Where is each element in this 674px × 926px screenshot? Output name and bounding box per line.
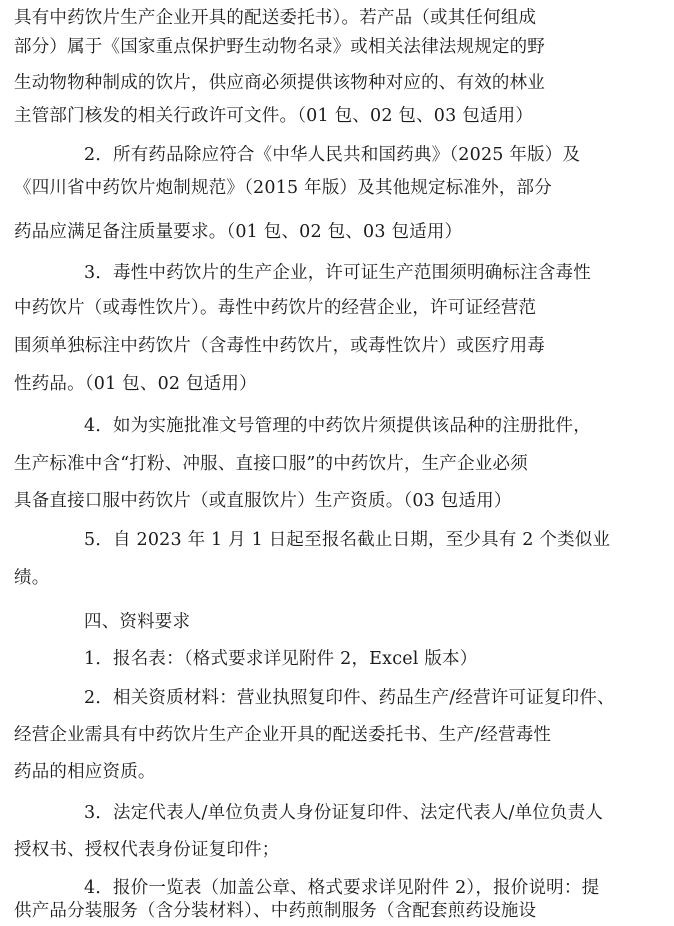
section-heading: 四、资料要求 [84, 612, 191, 632]
text-line: 供产品分装服务（含分装材料）、中药煎制服务（含配套煎药设施设 [14, 901, 537, 921]
paragraph-first-line: 2．相关资质材料：营业执照复印件、药品生产/经营许可证复印件、 [84, 688, 615, 708]
paragraph-first-line: 1．报名表：（格式要求详见附件 2，Excel 版本） [84, 649, 478, 669]
text-line: 生产标准中含“打粉、冲服、直接口服”的中药饮片，生产企业必须 [14, 454, 528, 474]
text-line: 《四川省中药饮片炮制规范》（2015 年版）及其他规定标准外，部分 [14, 178, 552, 198]
text-line: 药品的相应资质。 [14, 762, 156, 782]
paragraph-first-line: 5．自 2023 年 1 月 1 日起至报名截止日期，至少具有 2 个类似业 [84, 530, 611, 550]
text-line: 具备直接口服中药饮片（或直服饮片）生产资质。（03 包适用） [14, 491, 512, 511]
text-line: 生动物物种制成的饮片，供应商必须提供该物种对应的、有效的林业 [14, 73, 545, 93]
paragraph-first-line: 4．如为实施批准文号管理的中药饮片须提供该品种的注册批件， [84, 416, 591, 436]
paragraph-first-line: 3．毒性中药饮片的生产企业，许可证生产范围须明确标注含毒性 [84, 263, 591, 283]
text-line: 药品应满足备注质量要求。（01 包、02 包、03 包适用） [14, 222, 463, 242]
text-line: 绩。 [14, 568, 50, 588]
text-line: 部分）属于《国家重点保护野生动物名录》或相关法律法规规定的野 [14, 37, 545, 57]
text-line: 授权书、授权代表身份证复印件； [14, 840, 280, 860]
text-line: 性药品。（01 包、02 包适用） [14, 374, 257, 394]
paragraph-first-line: 3．法定代表人/单位负责人身份证复印件、法定代表人/单位负责人 [84, 803, 604, 823]
text-line: 经营企业需具有中药饮片生产企业开具的配送委托书、生产/经营毒性 [14, 725, 552, 745]
text-line: 围须单独标注中药饮片（含毒性中药饮片，或毒性饮片）或医疗用毒 [14, 336, 545, 356]
text-line: 主管部门核发的相关行政许可文件。（01 包、02 包、03 包适用） [14, 106, 534, 126]
paragraph-first-line: 4．报价一览表（加盖公章、格式要求详见附件 2），报价说明：提 [84, 878, 600, 898]
text-line: 具有中药饮片生产企业开具的配送委托书）。若产品（或其任何组成 [14, 8, 537, 28]
text-line: 中药饮片（或毒性饮片）。毒性中药饮片的经营企业，许可证经营范 [14, 298, 537, 318]
paragraph-first-line: 2．所有药品除应符合《中华人民共和国药典》（2025 年版）及 [84, 145, 581, 165]
